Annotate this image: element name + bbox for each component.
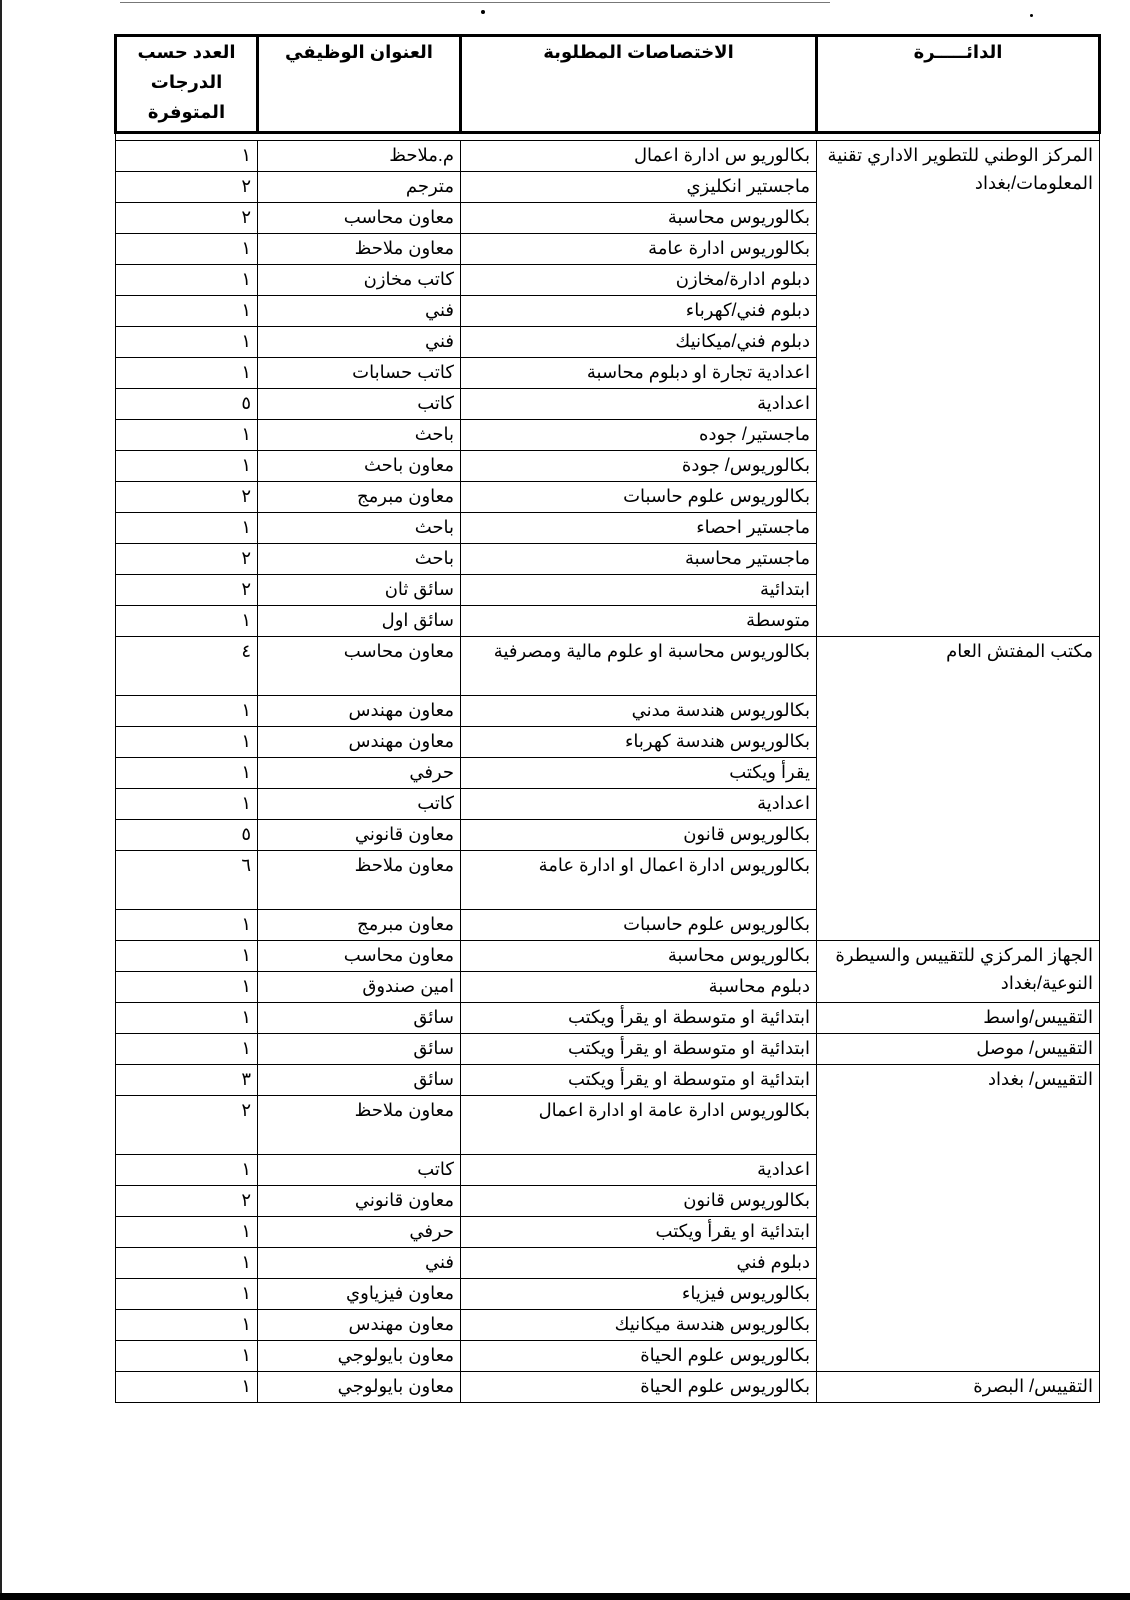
header-department: الدائـــــرة: [817, 36, 1100, 133]
count-cell: ١: [116, 1279, 258, 1310]
job-title-cell: حرفي: [258, 758, 461, 789]
count-cell: ١: [116, 513, 258, 544]
department-cell: التقييس/واسط: [817, 1003, 1100, 1034]
specialization-cell: ماجستير احصاء: [461, 513, 817, 544]
specialization-cell: اعدادية: [461, 1155, 817, 1186]
job-title-cell: معاون باحث: [258, 451, 461, 482]
count-cell: ١: [116, 1003, 258, 1034]
department-cell: التقييس/ موصل: [817, 1034, 1100, 1065]
job-title-cell: كاتب: [258, 1155, 461, 1186]
specialization-cell: ماجستير محاسبة: [461, 544, 817, 575]
job-title-cell: فني: [258, 1248, 461, 1279]
department-cell: مكتب المفتش العام: [817, 637, 1100, 941]
specialization-cell: بكالوريوس ادارة اعمال او ادارة عامة: [461, 851, 817, 910]
scan-bottom-edge: [0, 1593, 1130, 1600]
job-title-cell: معاون فيزياوي: [258, 1279, 461, 1310]
specialization-cell: بكالوريوس ادارة عامة او ادارة اعمال: [461, 1096, 817, 1155]
count-cell: ١: [116, 727, 258, 758]
count-cell: ١: [116, 1248, 258, 1279]
job-title-cell: سائق: [258, 1065, 461, 1096]
specialization-cell: اعدادية: [461, 389, 817, 420]
specialization-cell: ابتدائية او متوسطة او يقرأ ويكتب: [461, 1034, 817, 1065]
scan-speck: [1030, 14, 1033, 17]
page-top-edge: [120, 2, 830, 3]
job-title-cell: معاون قانوني: [258, 820, 461, 851]
job-title-cell: معاون ملاحظ: [258, 1096, 461, 1155]
job-title-cell: معاون محاسب: [258, 941, 461, 972]
specialization-cell: اعدادية: [461, 789, 817, 820]
count-cell: ٣: [116, 1065, 258, 1096]
table-row: [116, 141, 1100, 172]
count-cell: ١: [116, 451, 258, 482]
specialization-cell: دبلوم فني: [461, 1248, 817, 1279]
header-specialization: الاختصاصات المطلوبة: [461, 36, 817, 133]
header-count: العدد حسب الدرجات المتوفرة: [116, 36, 258, 133]
job-title-cell: فني: [258, 296, 461, 327]
job-title-cell: باحث: [258, 544, 461, 575]
department-cell: المركز الوطني للتطوير الاداري تقنية المعلومات/بغداد: [817, 141, 1100, 637]
job-title-cell: سائق اول: [258, 606, 461, 637]
count-cell: ٢: [116, 575, 258, 606]
specialization-cell: بكالوريوس علوم الحياة: [461, 1341, 817, 1372]
job-title-cell: امين صندوق: [258, 972, 461, 1003]
count-cell: ٢: [116, 544, 258, 575]
job-title-cell: باحث: [258, 513, 461, 544]
job-title-cell: سائق ثان: [258, 575, 461, 606]
specialization-cell: متوسطة: [461, 606, 817, 637]
count-cell: ١: [116, 1155, 258, 1186]
job-title-cell: معاون بايولوجي: [258, 1341, 461, 1372]
specialization-cell: ابتدائية: [461, 575, 817, 606]
scan-speck: [481, 10, 485, 14]
table-row: [116, 1065, 1100, 1096]
count-cell: ١: [116, 972, 258, 1003]
specialization-cell: ابتدائية او متوسطة او يقرأ ويكتب: [461, 1003, 817, 1034]
job-title-cell: كاتب: [258, 789, 461, 820]
specialization-cell: دبلوم ادارة/مخازن: [461, 265, 817, 296]
job-title-cell: معاون بايولوجي: [258, 1372, 461, 1403]
specialization-cell: بكالوريوس هندسة كهرباء: [461, 727, 817, 758]
count-cell: ١: [116, 296, 258, 327]
job-title-cell: كاتب: [258, 389, 461, 420]
specialization-cell: بكالوريوس علوم حاسبات: [461, 482, 817, 513]
count-cell: ١: [116, 941, 258, 972]
job-title-cell: سائق: [258, 1034, 461, 1065]
count-cell: ٦: [116, 851, 258, 910]
specialization-cell: بكالوريوس ادارة عامة: [461, 234, 817, 265]
job-title-cell: معاون ملاحظ: [258, 851, 461, 910]
specialization-cell: ابتدائية او يقرأ ويكتب: [461, 1217, 817, 1248]
header-spacer: [116, 133, 1100, 141]
specialization-cell: بكالوريوس فيزياء: [461, 1279, 817, 1310]
count-cell: ١: [116, 1310, 258, 1341]
count-cell: ١: [116, 789, 258, 820]
count-cell: ١: [116, 696, 258, 727]
job-title-cell: معاون ملاحظ: [258, 234, 461, 265]
job-title-cell: معاون محاسب: [258, 203, 461, 234]
specialization-cell: ماجستير انكليزي: [461, 172, 817, 203]
department-cell: الجهاز المركزي للتقييس والسيطرة النوعية/بغداد: [817, 941, 1100, 1003]
count-cell: ١: [116, 358, 258, 389]
specialization-cell: بكالوريوس علوم حاسبات: [461, 910, 817, 941]
job-title-cell: سائق: [258, 1003, 461, 1034]
job-title-cell: كاتب مخازن: [258, 265, 461, 296]
count-cell: ١: [116, 910, 258, 941]
count-cell: ١: [116, 420, 258, 451]
specialization-cell: بكالوريوس محاسبة: [461, 941, 817, 972]
specialization-cell: دبلوم محاسبة: [461, 972, 817, 1003]
job-title-cell: معاون مهندس: [258, 1310, 461, 1341]
count-cell: ٢: [116, 203, 258, 234]
count-cell: ١: [116, 606, 258, 637]
count-cell: ١: [116, 1372, 258, 1403]
count-cell: ١: [116, 758, 258, 789]
specialization-cell: بكالوريوس هندسة مدني: [461, 696, 817, 727]
count-cell: ٥: [116, 389, 258, 420]
job-title-cell: باحث: [258, 420, 461, 451]
job-title-cell: كاتب حسابات: [258, 358, 461, 389]
count-cell: ١: [116, 141, 258, 172]
department-cell: التقييس/ بغداد: [817, 1065, 1100, 1372]
specialization-cell: بكالوريو س ادارة اعمال: [461, 141, 817, 172]
specialization-cell: بكالوريوس علوم الحياة: [461, 1372, 817, 1403]
job-title-cell: معاون مبرمج: [258, 482, 461, 513]
count-cell: ١: [116, 265, 258, 296]
count-cell: ١: [116, 234, 258, 265]
job-title-cell: فني: [258, 327, 461, 358]
specialization-cell: بكالوريوس محاسبة: [461, 203, 817, 234]
table-body: [116, 133, 1100, 1403]
scan-left-edge: [0, 0, 2, 1600]
count-cell: ١: [116, 1034, 258, 1065]
table-row: [116, 1003, 1100, 1034]
count-cell: ١: [116, 1217, 258, 1248]
specialization-cell: اعدادية تجارة او دبلوم محاسبة: [461, 358, 817, 389]
specialization-cell: دبلوم فني/ميكانيك: [461, 327, 817, 358]
vacancies-table: [114, 34, 1101, 1403]
job-title-cell: معاون مهندس: [258, 696, 461, 727]
count-cell: ٤: [116, 637, 258, 696]
specialization-cell: بكالوريوس محاسبة او علوم مالية ومصرفية: [461, 637, 817, 696]
count-cell: ٢: [116, 172, 258, 203]
department-cell: التقييس/ البصرة: [817, 1372, 1100, 1403]
job-title-cell: حرفي: [258, 1217, 461, 1248]
count-cell: ٢: [116, 1096, 258, 1155]
table-row: [116, 637, 1100, 696]
spacer-cell: [116, 133, 1100, 141]
table-row: [116, 1372, 1100, 1403]
job-title-cell: معاون مبرمج: [258, 910, 461, 941]
table-header-row: [116, 36, 1100, 133]
specialization-cell: بكالوريوس/ جودة: [461, 451, 817, 482]
count-cell: ٢: [116, 1186, 258, 1217]
table-row: [116, 941, 1100, 972]
table-row: [116, 1034, 1100, 1065]
specialization-cell: يقرأ ويكتب: [461, 758, 817, 789]
count-cell: ١: [116, 1341, 258, 1372]
specialization-cell: دبلوم فني/كهرباء: [461, 296, 817, 327]
job-title-cell: معاون قانوني: [258, 1186, 461, 1217]
specialization-cell: ماجستير/ جوده: [461, 420, 817, 451]
job-title-cell: معاون محاسب: [258, 637, 461, 696]
specialization-cell: بكالوريوس هندسة ميكانيك: [461, 1310, 817, 1341]
count-cell: ٥: [116, 820, 258, 851]
specialization-cell: بكالوريوس قانون: [461, 1186, 817, 1217]
header-job-title: العنوان الوظيفي: [258, 36, 461, 133]
count-cell: ١: [116, 327, 258, 358]
specialization-cell: بكالوريوس قانون: [461, 820, 817, 851]
job-title-cell: معاون مهندس: [258, 727, 461, 758]
specialization-cell: ابتدائية او متوسطة او يقرأ ويكتب: [461, 1065, 817, 1096]
job-title-cell: مترجم: [258, 172, 461, 203]
job-title-cell: م.ملاحظ: [258, 141, 461, 172]
count-cell: ٢: [116, 482, 258, 513]
